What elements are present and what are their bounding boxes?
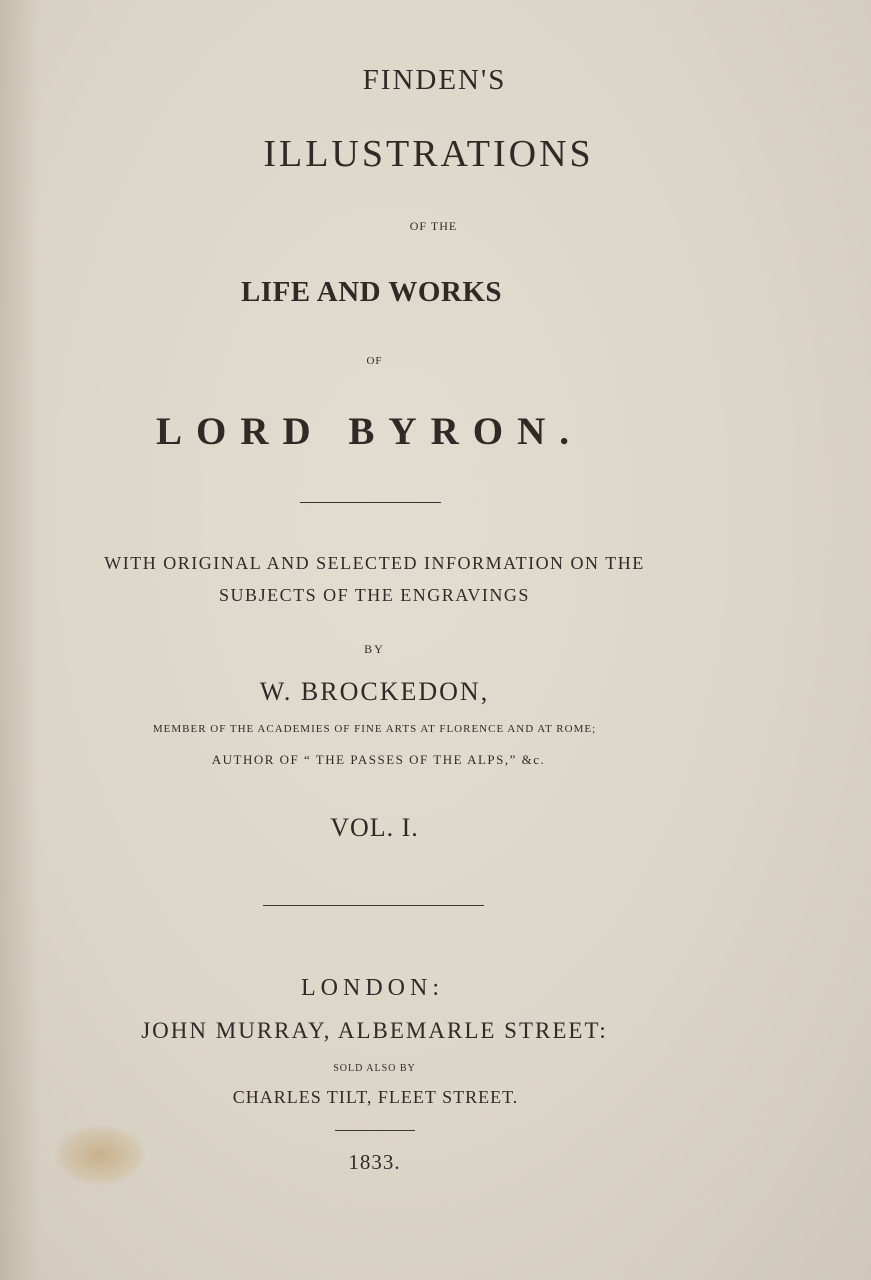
description-line-1: WITH ORIGINAL AND SELECTED INFORMATION ON THE [104,553,645,573]
publication-year: 1833. [348,1150,401,1174]
publisher-prefix: FINDEN'S [362,64,507,96]
sold-also-by-label: SOLD ALSO BY [333,1063,416,1074]
seller-name: CHARLES TILT, FLEET STREET. [232,1087,519,1107]
description-line-2: SUBJECTS OF THE ENGRAVINGS [219,585,530,605]
divider-rule-1 [300,502,441,503]
author-credential-2: AUTHOR OF “ THE PASSES OF THE ALPS,” &c. [211,752,546,767]
connector-of: OF [366,355,383,367]
divider-rule-2 [263,905,484,906]
divider-rule-3 [335,1130,415,1131]
connector-of-the: OF THE [409,219,458,233]
volume-label: VOL. I. [330,813,419,842]
subject-name: LORD BYRON. [155,410,584,453]
publication-place: LONDON: [301,975,444,1001]
by-label: BY [364,642,385,656]
author-credential-1: MEMBER OF THE ACADEMIES OF FINE ARTS AT FLORENCE AND AT ROME; [152,723,597,735]
title-sub: LIFE AND WORKS [240,276,503,308]
publisher-name: JOHN MURRAY, ALBEMARLE STREET: [141,1018,608,1043]
title-main: ILLUSTRATIONS [263,133,594,175]
author-name: W. BROCKEDON, [259,677,490,706]
